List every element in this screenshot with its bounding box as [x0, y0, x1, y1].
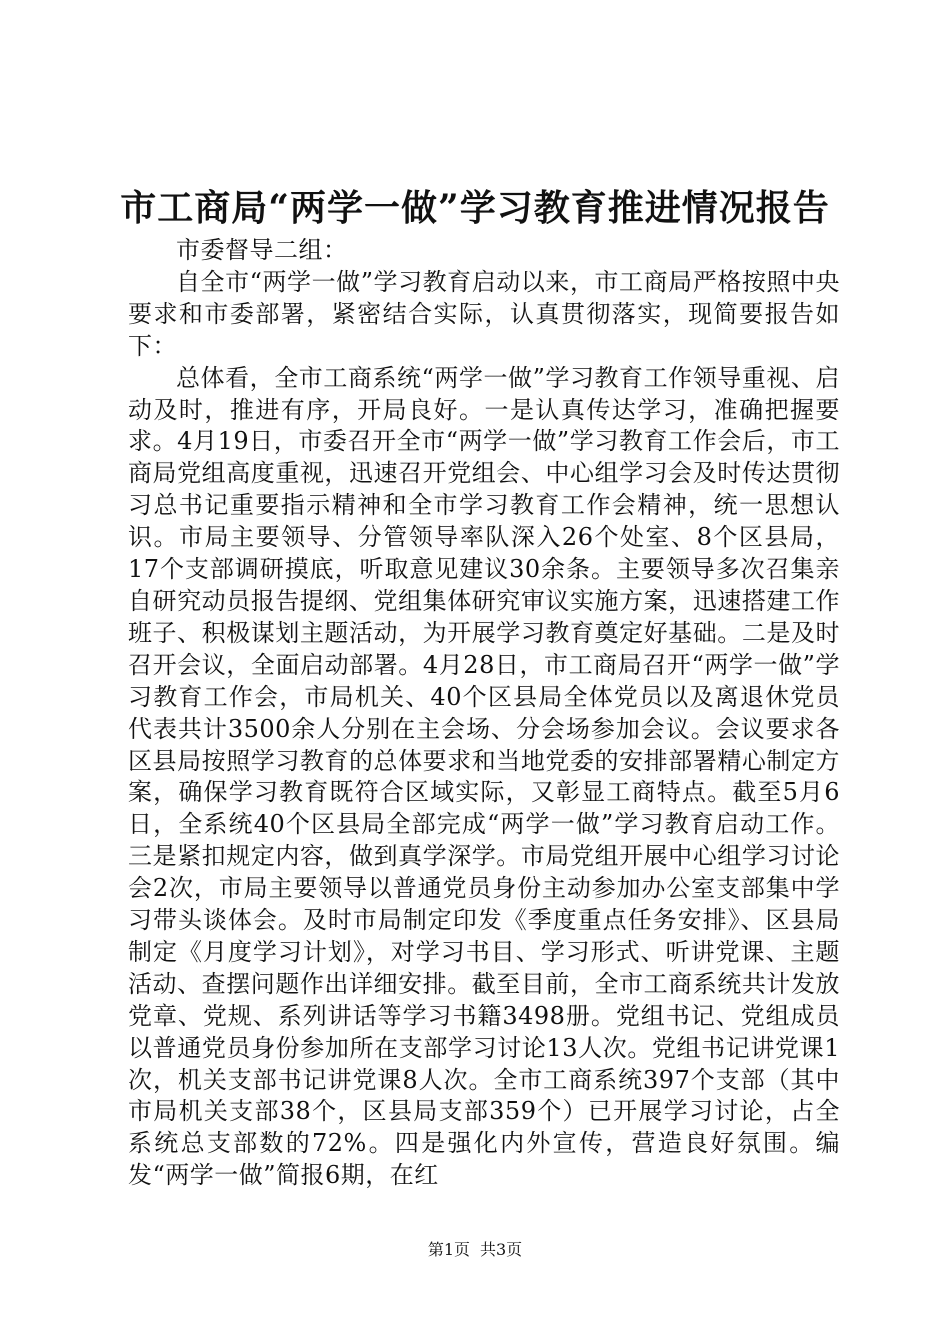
page-footer — [0, 1238, 950, 1262]
paragraph-intro: 自全市“两学一做”学习教育启动以来，市工商局严格按照中央要求和市委部署，紧密结合实际，认真贯彻落实，现简要报告如下： — [128, 267, 840, 360]
salutation: 市委督导二组： — [176, 236, 348, 264]
paragraph-overview: 总体看，全市工商系统“两学一做”学习教育工作领导重视、启动及时，推进有序，开局良好。一是认真传达学习，准确把握要求。4月19日，市委召开全市“两学一做”学习教育工作会后，市工商局党组高度重视，迅速召开党组会、中心组学习会及时传达贯彻习总书记重要指示精神和全市学习教育工作会精神，统一思想认识。市局主要领导、分管领导率队深入26个处室、8个区县局，17个支部调研摸底，听取意见建议30余条。主要领导多次召集亲自研究动员报告提纲、党组集体研究审议实施方案，迅速搭建工作班子、积极谋划主题活动，为开展学习教育奠定好基础。二是及时召开会议，全面启动部署。4月28日，市工商局召开“两学一做”学习教育工作会，市局机关、40个区县局全体党员以及离退休党员代表共计3500余人分别在主会场、分会场参加会议。会议要求各区县局按照学习教育的总体要求和当地党委的安排部署精心制定方案，确保学习教育既符合区域实际，又彰显工商特点。截至5月6日，全系统40个区县局全部完成“两学一做”学习教育启动工作。三是紧扣规定内容，做到真学深学。市局党组开展中心组学习讨论会2次，市局主要领导以普通党员身份主动参加办公室支部集中学习带头谈体会。及时市局制定印发《季度重点任务安排》、区县局制定《月度学习计划》，对学习书目、学习形式、听讲党课、主题活动、查摆问题作出详细安排。截至目前，全市工商系统共计发放党章、党规、系列讲话等学习书籍3498册。党组书记、党组成员以普通党员身份参加所在支部学习讨论13人次。党组书记讲党课1次，机关支部书记讲党课8人次。全市工商系统397个支部（其中市局机关支部38个，区县局支部359个）已开展学习讨论，占全系统总支部数的72%。四是强化内外宣传，营造良好氛围。编发“两学一做”简报6期，在红 — [128, 363, 840, 1190]
page-total: 共3页 — [480, 1240, 523, 1259]
document-title: 市工商局“两学一做”学习教育推进情况报告 — [120, 187, 830, 229]
page-number: 第1页 — [427, 1240, 470, 1259]
document-body — [128, 235, 840, 1192]
